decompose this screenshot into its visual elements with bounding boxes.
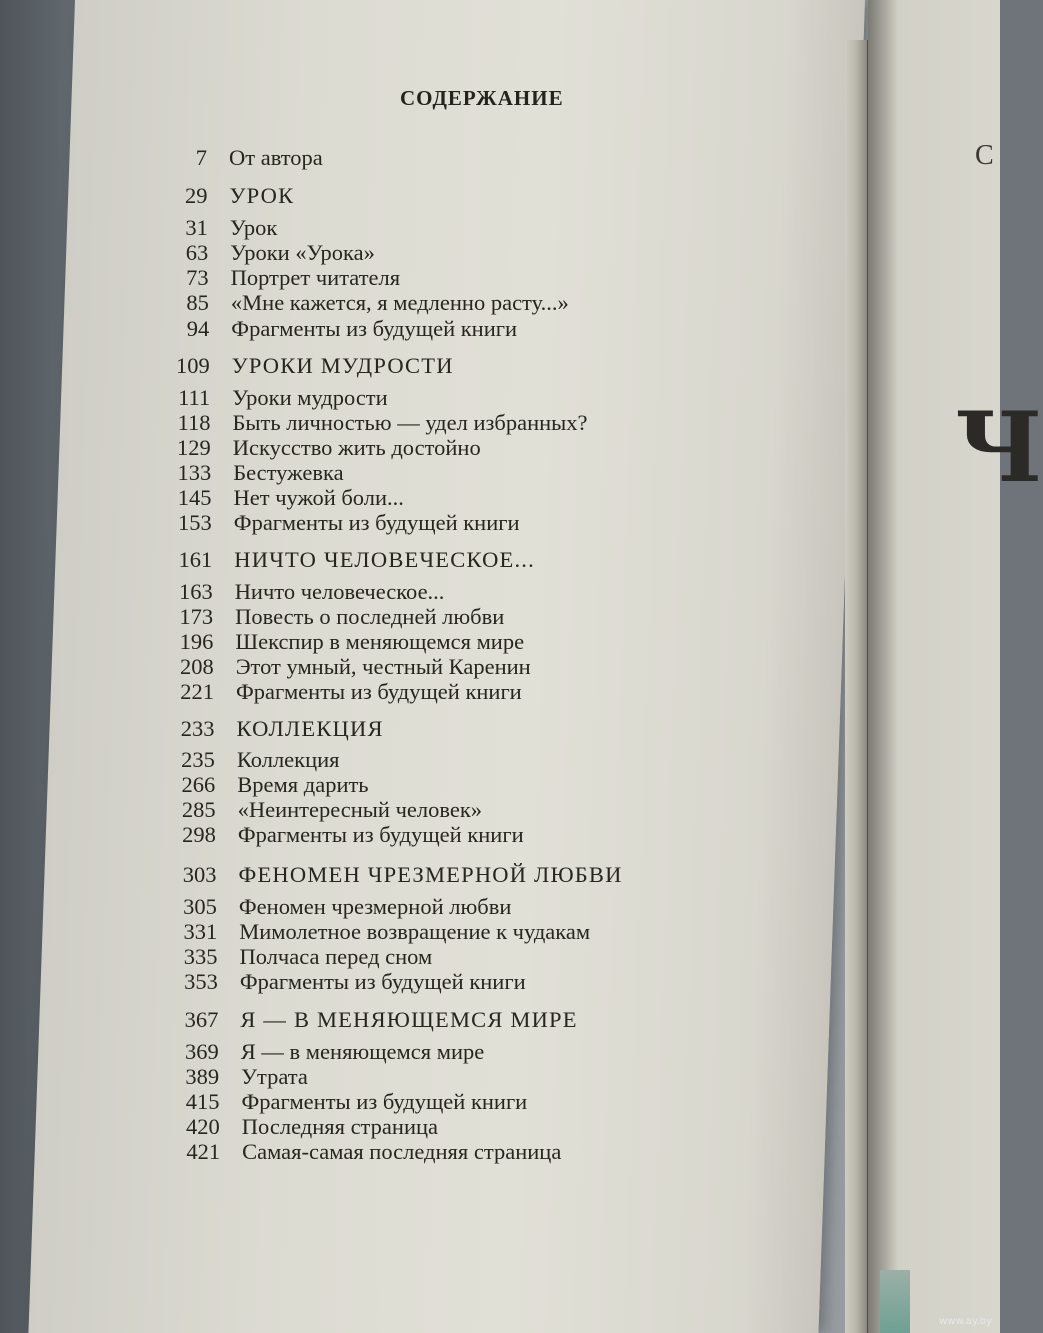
toc-page-number: 415 [185, 1089, 220, 1114]
toc-entry-row [185, 1039, 485, 1064]
toc-section-row [180, 716, 384, 741]
toc-entry-title: Фрагменты из будущей книги [239, 969, 526, 994]
toc-page-number: 73 [186, 265, 209, 290]
toc-page-number: 266 [181, 772, 216, 797]
toc-entry-title: Я — в меняющемся мире [240, 1039, 485, 1064]
toc-entry-row [179, 629, 525, 654]
toc-page-number: 303 [182, 862, 217, 887]
toc-page-number: 94 [186, 316, 210, 341]
toc-page-number: 145 [177, 485, 212, 510]
toc-page-number: 111 [178, 385, 211, 410]
toc-entry-title: Ничто человеческое... [234, 579, 445, 604]
toc-entry-title: «Неинтересный человек» [237, 797, 483, 822]
toc-entry-row [186, 1139, 562, 1164]
toc-page-number: 63 [185, 240, 209, 265]
toc-page-number: 367 [184, 1007, 219, 1032]
toc-entry-row [177, 435, 481, 460]
toc-entry-row [195, 145, 323, 170]
toc-entry-title: Бестужевка [233, 460, 344, 485]
toc-entry-row [183, 894, 512, 919]
toc-page-number: 298 [182, 822, 216, 847]
toc-entry-row [185, 1089, 528, 1114]
toc-entry-title: От автора [229, 145, 323, 170]
toc-entry-title: Фрагменты из будущей книги [237, 822, 524, 847]
toc-section-row [185, 183, 295, 208]
toc-section-row [182, 862, 623, 887]
toc-section-row [184, 1007, 578, 1032]
toc-page-number: 233 [180, 716, 215, 741]
toc-entry-title: Коллекция [236, 747, 340, 772]
toc-entry-title: Искусство жить достойно [232, 435, 481, 460]
toc-entry-title: Утрата [241, 1064, 308, 1089]
toc-entry-row [186, 1114, 439, 1139]
toc-page-number: 208 [179, 654, 214, 679]
toc-entry-title: ФЕНОМЕН ЧРЕЗМЕРНОЙ ЛЮБВИ [238, 862, 623, 887]
toc-entry-row [185, 1064, 308, 1089]
spine-stripe [880, 1270, 910, 1333]
toc-page-number: 335 [183, 944, 218, 969]
right-page-corner-text: С [975, 140, 994, 171]
toc-page-number: 305 [183, 894, 217, 919]
toc-entry-row [186, 316, 518, 341]
toc-page-number: 389 [185, 1064, 220, 1089]
toc-entry-title: Фрагменты из будущей книги [231, 316, 518, 341]
toc-entry-title: «Мне кажется, я медленно расту...» [230, 290, 569, 315]
toc-page-number: 109 [175, 353, 210, 378]
toc-entry-title: Последняя страница [241, 1114, 439, 1139]
toc-entry-title: Феномен чрезмерной любви [238, 894, 512, 919]
toc-page-number: 353 [184, 969, 218, 994]
toc-page-number: 85 [186, 290, 209, 315]
toc-page-number: 29 [185, 183, 208, 208]
toc-page-number: 369 [185, 1039, 219, 1064]
toc-page-number: 421 [186, 1139, 221, 1164]
toc-entry-title: Нет чужой боли... [233, 485, 404, 510]
toc-entry-row [186, 265, 401, 290]
toc-entry-row [185, 215, 278, 240]
toc-entry-title: Полчаса перед сном [239, 944, 433, 969]
toc-page-number: 153 [178, 510, 212, 535]
toc-entry-title: Повесть о последней любви [235, 604, 505, 629]
toc-entry-title: Я — В МЕНЯЮЩЕМСЯ МИРЕ [240, 1007, 578, 1032]
toc-entry-title: Портрет читателя [230, 265, 401, 290]
toc-entry-row [183, 944, 433, 969]
toc-entry-row [178, 510, 520, 535]
toc-entry-row [183, 919, 591, 944]
right-page-large-letter: Ч [955, 391, 1043, 504]
toc-entry-row [181, 772, 369, 797]
toc-entry-row [186, 290, 569, 315]
toc-entry-row [177, 460, 344, 485]
toc-entry-title: Уроки «Урока» [230, 240, 375, 265]
toc-page-number: 420 [186, 1114, 220, 1139]
toc-entry-row [177, 410, 588, 435]
toc-entry-title: НИЧТО ЧЕЛОВЕЧЕСКОЕ... [234, 547, 535, 572]
toc-entry-row [179, 604, 505, 629]
toc-entry-row [177, 485, 404, 510]
toc-page-number: 7 [195, 145, 207, 170]
toc-entry-title: Быть личностью — удел избранных? [232, 410, 588, 435]
toc-entry-title: Этот умный, честный Каренин [235, 654, 531, 679]
toc-entry-title: Фрагменты из будущей книги [241, 1089, 528, 1114]
toc-page-number: 118 [177, 410, 211, 435]
toc-entry-title: Урок [229, 215, 278, 240]
toc-page-number: 196 [179, 629, 214, 654]
toc-entry-title: Шекспир в меняющемся мире [235, 629, 525, 654]
toc-entry-row [180, 679, 522, 704]
toc-page-number: 133 [177, 460, 212, 485]
toc-entry-title: КОЛЛЕКЦИЯ [236, 716, 384, 741]
toc-entry-title: Фрагменты из будущей книги [236, 679, 522, 704]
toc-page-number: 163 [178, 579, 213, 604]
toc-entry-title: Время дарить [237, 772, 369, 797]
toc-entry-row [184, 969, 526, 994]
toc-entry-row [181, 797, 483, 822]
toc-page-number: 331 [183, 919, 218, 944]
toc-entry-title: УРОК [229, 183, 295, 208]
toc-entry-row [179, 654, 531, 679]
toc-entry-row [178, 579, 445, 604]
toc-page-number: 31 [185, 215, 208, 240]
toc-entry-row [182, 822, 524, 847]
page-gutter-shadow [868, 0, 898, 1333]
toc-entry-title: Мимолетное возвращение к чудакам [239, 919, 591, 944]
watermark: www.ay.by [939, 1316, 992, 1327]
toc-page-number: 129 [177, 435, 211, 460]
toc-entry-title: УРОКИ МУДРОСТИ [231, 353, 454, 378]
toc-page-number: 235 [181, 747, 215, 772]
toc-entry-row [185, 240, 375, 265]
toc-page-number: 173 [179, 604, 214, 629]
toc-entry-title: Фрагменты из будущей книги [233, 510, 520, 535]
toc-section-row [178, 547, 535, 572]
toc-title: СОДЕРЖАНИЕ [400, 86, 564, 110]
toc-entry-title: Уроки мудрости [232, 385, 388, 410]
toc-entry-title: Самая-самая последняя страница [242, 1139, 562, 1164]
toc-entry-row [178, 385, 388, 410]
toc-page-number: 285 [181, 797, 216, 822]
toc-entry-row [181, 747, 340, 772]
toc-page-number: 221 [180, 679, 214, 704]
toc-page-number: 161 [178, 547, 213, 572]
toc-section-row [175, 353, 454, 378]
